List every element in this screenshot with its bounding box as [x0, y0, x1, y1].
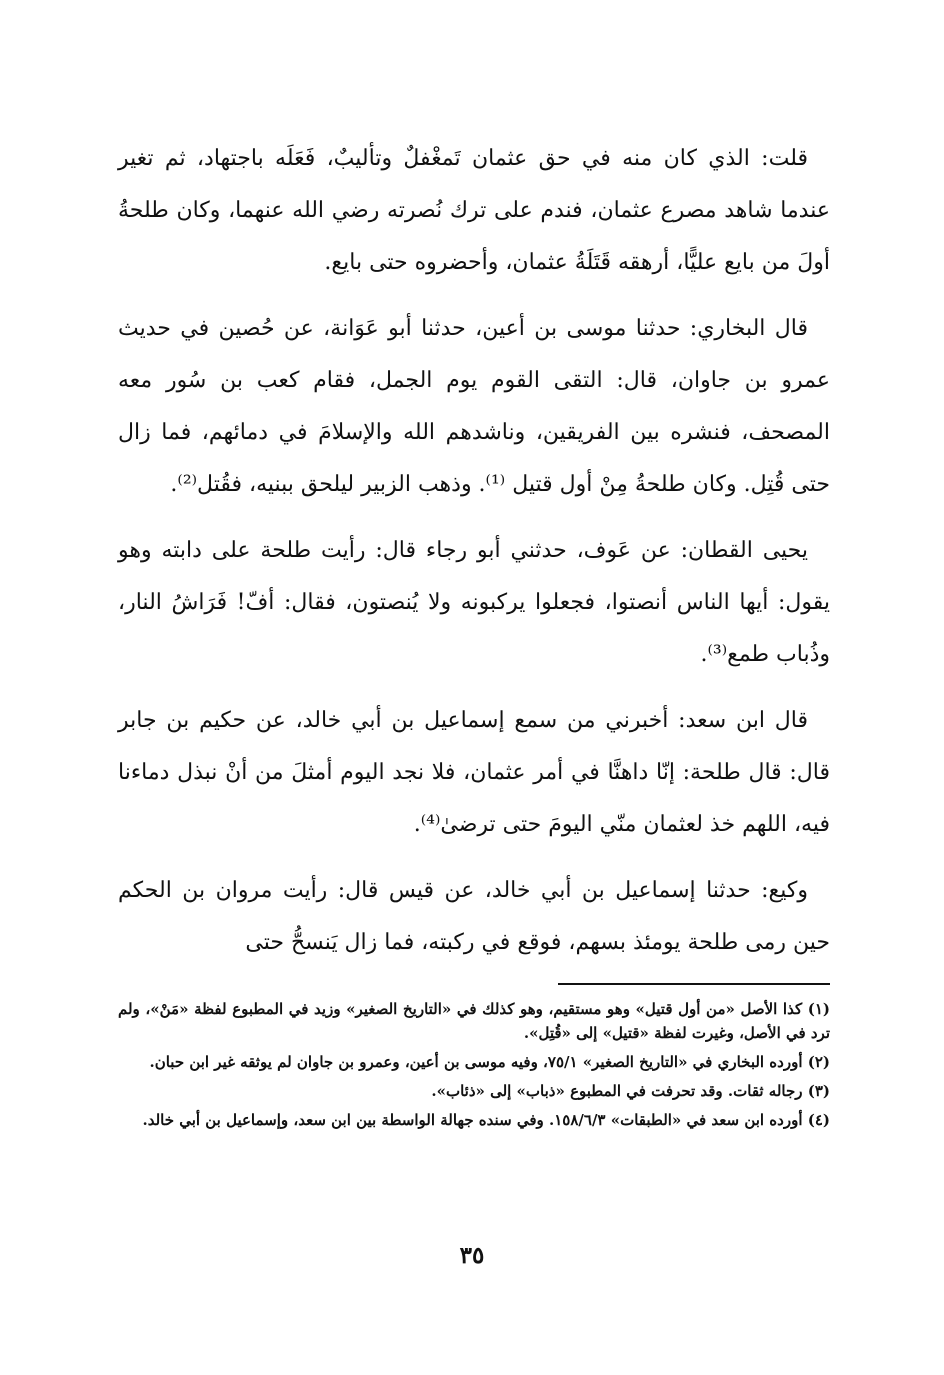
paragraph-2: قال البخاري: حدثنا موسى بن أعين، حدثنا أبو عَوَانة، عن حُصين في حديث عمرو بن جاوان، قال: التقى القوم يوم الجمل، فقام كعب بن سُور معه المصحف، فنشره بين الفريقين، وناشدهم الله والإسلامَ في دمائهم، فما زال حتى قُتِل. وكان طلحةُ مِنْ أول قتيل ⁽¹⁾. وذهب الزبير ليلحق ببنيه، فقُتل⁽²⁾. [118, 316, 830, 497]
paragraph-3: يحيى القطان: عن عَوف، حدثني أبو رجاء قال: رأيت طلحة على دابته وهو يقول: أيها الناس أنصتوا، فجعلوا يركبونه ولا يُنصتون، فقال: أفّ! فَرَاشُ النار، وذُباب طمع⁽³⁾. [118, 538, 830, 667]
footnote-3: (٣) رجاله ثقات. وقد تحرفت في المطبوع «ذباب» إلى «ذئاب». [431, 1082, 830, 1100]
paragraph-4: قال ابن سعد: أخبرني من سمع إسماعيل بن أبي خالد، عن حكيم بن جابر قال: قال طلحة: إنّا داهنَّا في أمر عثمان، فلا نجد اليوم أمثلَ من أنْ نبذل دماءنا فيه، اللهم خذ لعثمان منّي اليومَ حتى ترضىٰ⁽⁴⁾. [118, 708, 830, 837]
paragraph-5: وكيع: حدثنا إسماعيل بن أبي خالد، عن قيس قال: رأيت مروان بن الحكم حين رمى طلحة يومئذ بسهم، فوقع في ركبته، فما زال يَنسحُّ حتى [118, 878, 830, 955]
footnote-4: (٤) أورده ابن سعد في «الطبقات» ١٥٨/٦/٣. وفي سنده جهالة الواسطة بين ابن سعد، وإسماعيل بن أبي خالد. [142, 1111, 830, 1129]
main-text [118, 133, 830, 969]
footnote-2: (٢) أورده البخاري في «التاريخ الصغير» ٧٥/١، وفيه موسى بن أعين، وعمرو بن جاوان لم يوثقه غير ابن حبان. [149, 1053, 830, 1071]
footnotes [118, 997, 830, 1132]
book-page [118, 133, 830, 1243]
paragraph-1: قلت: الذي كان منه في حق عثمان تَمغْفلٌ وتأليبٌ، فَعَلَه باجتهاد، ثم تغير عندما شاهد مصرع عثمان، فندم على ترك نُصرته رضي الله عنهما، وكان طلحةُ أولَ من بايع عليًّا، أرهقه قَتَلَةُ عثمان، وأحضروه حتى بايع. [118, 146, 830, 275]
page-number: ٣٥ [459, 1242, 485, 1269]
footnote-1: (١) كذا الأصل «من أول قتيل» وهو مستقيم، وهو كذلك في «التاريخ الصغير» وزيد في المطبوع لفظة «مَنْ»، ولم ترد في الأصل، وغيرت لفظة «قتيل» إلى «قُتِل». [118, 1000, 830, 1042]
footnote-divider [558, 983, 830, 985]
